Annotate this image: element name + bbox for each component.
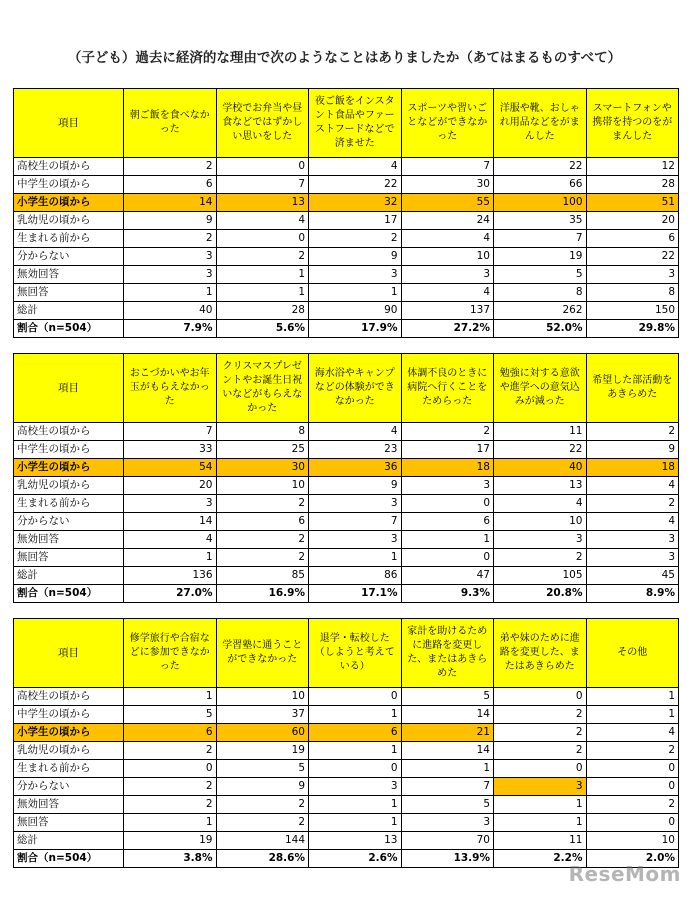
table-cell: 6 <box>309 724 402 742</box>
row-label: 総計 <box>14 302 124 320</box>
header-row <box>14 354 679 423</box>
table-cell: 0 <box>586 778 679 796</box>
row-label: 分からない <box>14 513 124 531</box>
table-cell: 5 <box>401 796 494 814</box>
row-label: 割合（n=504） <box>14 585 124 603</box>
row-label: 中学生の頃から <box>14 176 124 194</box>
column-header: 退学・転校した（しようと考えている） <box>309 619 402 688</box>
table-cell: 3 <box>309 778 402 796</box>
row-label: 高校生の頃から <box>14 158 124 176</box>
table-cell: 3 <box>401 814 494 832</box>
table-cell: 19 <box>124 832 217 850</box>
table-cell: 7 <box>216 176 309 194</box>
row-label: 総計 <box>14 832 124 850</box>
table-cell: 2 <box>586 796 679 814</box>
table-cell: 3 <box>586 549 679 567</box>
table-cell: 40 <box>124 302 217 320</box>
table-cell: 37 <box>216 706 309 724</box>
table-row <box>14 513 679 531</box>
column-header: スポーツや習いごとなどができなかった <box>401 89 494 158</box>
table-row <box>14 531 679 549</box>
table-cell: 1 <box>309 706 402 724</box>
table-cell: 3 <box>309 495 402 513</box>
table-cell: 4 <box>401 284 494 302</box>
table-cell: 20 <box>586 212 679 230</box>
table-cell: 17 <box>401 441 494 459</box>
table-cell: 3 <box>124 266 217 284</box>
table-cell: 20.8% <box>494 585 587 603</box>
table-cell: 7 <box>124 423 217 441</box>
table-cell: 14 <box>401 706 494 724</box>
table-cell: 0 <box>401 549 494 567</box>
table-cell: 1 <box>124 814 217 832</box>
table-cell: 12 <box>586 158 679 176</box>
table-cell: 0 <box>124 760 217 778</box>
row-label: 無回答 <box>14 549 124 567</box>
table-cell: 66 <box>494 176 587 194</box>
table-cell: 105 <box>494 567 587 585</box>
table-cell: 8 <box>216 423 309 441</box>
table-cell: 55 <box>401 194 494 212</box>
table-cell: 1 <box>216 266 309 284</box>
table-cell: 60 <box>216 724 309 742</box>
table-cell: 0 <box>401 495 494 513</box>
column-header: 学習塾に通うことができなかった <box>216 619 309 688</box>
table-cell: 32 <box>309 194 402 212</box>
table-cell: 29.8% <box>586 320 679 338</box>
row-label: 生まれる前から <box>14 230 124 248</box>
column-header: 希望した部活動をあきらめた <box>586 354 679 423</box>
table-cell: 51 <box>586 194 679 212</box>
table-row <box>14 742 679 760</box>
table-cell: 2 <box>586 742 679 760</box>
table-cell: 10 <box>216 688 309 706</box>
table-row <box>14 194 679 212</box>
table-cell: 144 <box>216 832 309 850</box>
row-label: 高校生の頃から <box>14 688 124 706</box>
table-cell: 6 <box>124 176 217 194</box>
table-cell: 3 <box>309 531 402 549</box>
table-cell: 17.9% <box>309 320 402 338</box>
table-cell: 2 <box>586 495 679 513</box>
table-cell: 3 <box>124 495 217 513</box>
row-label: 高校生の頃から <box>14 423 124 441</box>
table-cell: 0 <box>216 230 309 248</box>
table-cell: 3 <box>309 266 402 284</box>
table-row <box>14 266 679 284</box>
column-header: その他 <box>586 619 679 688</box>
column-header: 家計を助けるために進路を変更した、またはあきらめた <box>401 619 494 688</box>
table-cell: 30 <box>216 459 309 477</box>
row-label: 小学生の頃から <box>14 194 124 212</box>
column-header: 修学旅行や合宿などに参加できなかった <box>124 619 217 688</box>
row-label: 無回答 <box>14 814 124 832</box>
table-cell: 262 <box>494 302 587 320</box>
table-cell: 2 <box>494 706 587 724</box>
table-cell: 2.2% <box>494 850 587 868</box>
row-label: 無効回答 <box>14 531 124 549</box>
table-row <box>14 302 679 320</box>
header-row <box>14 619 679 688</box>
table-cell: 33 <box>124 441 217 459</box>
table-cell: 45 <box>586 567 679 585</box>
table-cell: 13.9% <box>401 850 494 868</box>
table-block-1 <box>13 88 679 338</box>
table-cell: 4 <box>124 531 217 549</box>
table-cell: 21 <box>401 724 494 742</box>
table-cell: 1 <box>401 531 494 549</box>
row-label: 分からない <box>14 778 124 796</box>
table-cell: 1 <box>494 796 587 814</box>
table-cell: 2 <box>216 248 309 266</box>
table-cell: 23 <box>309 441 402 459</box>
table-cell: 0 <box>586 814 679 832</box>
table-cell: 3 <box>494 531 587 549</box>
table-cell: 90 <box>309 302 402 320</box>
table-cell: 1 <box>309 742 402 760</box>
table-cell: 85 <box>216 567 309 585</box>
table-cell: 18 <box>586 459 679 477</box>
row-label: 中学生の頃から <box>14 706 124 724</box>
table-cell: 22 <box>586 248 679 266</box>
table-cell: 10 <box>216 477 309 495</box>
table-cell: 14 <box>401 742 494 760</box>
table-cell: 2 <box>124 742 217 760</box>
table-cell: 13 <box>309 832 402 850</box>
table-row <box>14 549 679 567</box>
table-cell: 14 <box>124 194 217 212</box>
table-cell: 4 <box>216 212 309 230</box>
table-row <box>14 176 679 194</box>
table-cell: 8 <box>586 284 679 302</box>
row-label: 無回答 <box>14 284 124 302</box>
table-cell: 6 <box>401 513 494 531</box>
table-cell: 3 <box>401 266 494 284</box>
table-row <box>14 423 679 441</box>
table-cell: 2 <box>124 230 217 248</box>
table-cell: 2 <box>216 495 309 513</box>
table-row <box>14 212 679 230</box>
table-cell: 5 <box>494 266 587 284</box>
column-header: 朝ご飯を食べなかった <box>124 89 217 158</box>
row-label: 分からない <box>14 248 124 266</box>
table-cell: 5.6% <box>216 320 309 338</box>
table-cell: 9 <box>586 441 679 459</box>
table-cell: 9 <box>216 778 309 796</box>
table-cell: 54 <box>124 459 217 477</box>
table-cell: 5 <box>124 706 217 724</box>
column-header: 海水浴やキャンプなどの体験ができなかった <box>309 354 402 423</box>
column-header: クリスマスプレゼントやお誕生日祝いなどがもらえなかった <box>216 354 309 423</box>
table-cell: 8.9% <box>586 585 679 603</box>
table-cell: 1 <box>586 688 679 706</box>
table-cell: 9 <box>309 477 402 495</box>
table-cell: 35 <box>494 212 587 230</box>
table-cell: 40 <box>494 459 587 477</box>
table-cell: 4 <box>586 477 679 495</box>
table-cell: 22 <box>309 176 402 194</box>
table-row <box>14 284 679 302</box>
table-cell: 3 <box>124 248 217 266</box>
table-cell: 10 <box>494 513 587 531</box>
item-header: 項目 <box>14 354 124 423</box>
table-cell: 7 <box>401 158 494 176</box>
table-cell: 27.2% <box>401 320 494 338</box>
table-row <box>14 230 679 248</box>
table-cell: 19 <box>494 248 587 266</box>
table-cell: 2 <box>216 531 309 549</box>
table-row <box>14 760 679 778</box>
item-header: 項目 <box>14 619 124 688</box>
table-cell: 14 <box>124 513 217 531</box>
table-cell: 2 <box>216 814 309 832</box>
table-cell: 11 <box>494 423 587 441</box>
table-cell: 7.9% <box>124 320 217 338</box>
table-row <box>14 320 679 338</box>
table-cell: 13 <box>494 477 587 495</box>
table-row <box>14 158 679 176</box>
column-header: 学校でお弁当や昼食などではずかしい思いをした <box>216 89 309 158</box>
table-cell: 13 <box>216 194 309 212</box>
table-cell: 1 <box>124 284 217 302</box>
table-cell: 1 <box>494 814 587 832</box>
column-header: 夜ご飯をインスタント食品やファーストフードなどで済ませた <box>309 89 402 158</box>
table-cell: 7 <box>309 513 402 531</box>
table-cell: 3 <box>586 531 679 549</box>
table-cell: 22 <box>494 441 587 459</box>
table-cell: 0 <box>586 760 679 778</box>
table-cell: 11 <box>494 832 587 850</box>
table-cell: 20 <box>124 477 217 495</box>
row-label: 割合（n=504） <box>14 320 124 338</box>
row-label: 生まれる前から <box>14 495 124 513</box>
table-row <box>14 706 679 724</box>
table-cell: 47 <box>401 567 494 585</box>
table-row <box>14 567 679 585</box>
table-cell: 7 <box>401 778 494 796</box>
table-cell: 2 <box>309 230 402 248</box>
table-cell: 70 <box>401 832 494 850</box>
table-cell: 137 <box>401 302 494 320</box>
table-cell: 36 <box>309 459 402 477</box>
row-label: 無効回答 <box>14 796 124 814</box>
table-block-3 <box>13 618 679 868</box>
table-cell: 3.8% <box>124 850 217 868</box>
table-cell: 3 <box>586 266 679 284</box>
table-cell: 6 <box>216 513 309 531</box>
table-cell: 4 <box>401 230 494 248</box>
table-cell: 10 <box>401 248 494 266</box>
table-cell: 0 <box>309 688 402 706</box>
table-cell: 6 <box>586 230 679 248</box>
table-cell: 0 <box>216 158 309 176</box>
table-row <box>14 441 679 459</box>
table-cell: 2 <box>586 423 679 441</box>
table-row <box>14 459 679 477</box>
table-cell: 150 <box>586 302 679 320</box>
row-label: 割合（n=504） <box>14 850 124 868</box>
table-cell: 1 <box>309 814 402 832</box>
row-label: 乳幼児の頃から <box>14 742 124 760</box>
table-cell: 2 <box>124 778 217 796</box>
table-cell: 100 <box>494 194 587 212</box>
table-cell: 52.0% <box>494 320 587 338</box>
table-cell: 4 <box>309 158 402 176</box>
table-cell: 24 <box>401 212 494 230</box>
table-cell: 9 <box>309 248 402 266</box>
column-header: スマートフォンや携帯を持つのをがまんした <box>586 89 679 158</box>
table-cell: 18 <box>401 459 494 477</box>
table-cell: 3 <box>401 477 494 495</box>
table-cell: 28.6% <box>216 850 309 868</box>
table-row <box>14 778 679 796</box>
table-cell: 136 <box>124 567 217 585</box>
table-cell: 28 <box>586 176 679 194</box>
table-row <box>14 477 679 495</box>
table-cell: 17 <box>309 212 402 230</box>
table-cell: 16.9% <box>216 585 309 603</box>
table-row <box>14 585 679 603</box>
table-cell: 28 <box>216 302 309 320</box>
table-row <box>14 688 679 706</box>
table-cell: 19 <box>216 742 309 760</box>
table-row <box>14 724 679 742</box>
table-cell: 27.0% <box>124 585 217 603</box>
table-cell: 6 <box>124 724 217 742</box>
table-cell: 2.0% <box>586 850 679 868</box>
table-cell: 2 <box>494 549 587 567</box>
row-label: 小学生の頃から <box>14 459 124 477</box>
table-cell: 22 <box>494 158 587 176</box>
table-cell: 1 <box>124 549 217 567</box>
table-cell: 9.3% <box>401 585 494 603</box>
table-row <box>14 832 679 850</box>
table-cell: 3 <box>494 778 587 796</box>
table-cell: 2 <box>494 742 587 760</box>
watermark-logo: ReseMom <box>568 862 681 886</box>
table-cell: 10 <box>586 832 679 850</box>
column-header: 洋服や靴、おしゃれ用品などをがまんした <box>494 89 587 158</box>
page-title: （子ども）過去に経済的な理由で次のようなことはありましたか（あてはまるものすべて） <box>67 50 622 66</box>
row-label: 総計 <box>14 567 124 585</box>
table-cell: 0 <box>309 760 402 778</box>
table-cell: 17.1% <box>309 585 402 603</box>
table-cell: 5 <box>401 688 494 706</box>
item-header: 項目 <box>14 89 124 158</box>
table-cell: 4 <box>309 423 402 441</box>
table-cell: 86 <box>309 567 402 585</box>
row-label: 乳幼児の頃から <box>14 212 124 230</box>
table-cell: 7 <box>494 230 587 248</box>
table-cell: 2 <box>494 724 587 742</box>
table-row <box>14 248 679 266</box>
table-cell: 2.6% <box>309 850 402 868</box>
table-row <box>14 814 679 832</box>
table-cell: 1 <box>309 549 402 567</box>
table-cell: 4 <box>586 724 679 742</box>
row-label: 中学生の頃から <box>14 441 124 459</box>
table-cell: 2 <box>124 796 217 814</box>
table-cell: 9 <box>124 212 217 230</box>
table-cell: 1 <box>124 688 217 706</box>
table-cell: 2 <box>124 158 217 176</box>
row-label: 生まれる前から <box>14 760 124 778</box>
row-label: 小学生の頃から <box>14 724 124 742</box>
column-header: 勉強に対する意欲や進学への意気込みが減った <box>494 354 587 423</box>
table-cell: 5 <box>216 760 309 778</box>
row-label: 無効回答 <box>14 266 124 284</box>
column-header: 弟や妹のために進路を変更した、またはあきらめた <box>494 619 587 688</box>
table-cell: 25 <box>216 441 309 459</box>
row-label: 乳幼児の頃から <box>14 477 124 495</box>
table-cell: 0 <box>494 760 587 778</box>
table-cell: 4 <box>494 495 587 513</box>
table-cell: 2 <box>216 549 309 567</box>
table-cell: 30 <box>401 176 494 194</box>
table-cell: 1 <box>401 760 494 778</box>
table-row <box>14 796 679 814</box>
header-row <box>14 89 679 158</box>
table-cell: 1 <box>586 706 679 724</box>
table-row <box>14 495 679 513</box>
column-header: 体調不良のときに病院へ行くことをためらった <box>401 354 494 423</box>
table-cell: 1 <box>309 284 402 302</box>
column-header: おこづかいやお年玉がもらえなかった <box>124 354 217 423</box>
table-cell: 1 <box>216 284 309 302</box>
table-cell: 2 <box>401 423 494 441</box>
table-cell: 0 <box>494 688 587 706</box>
table-cell: 8 <box>494 284 587 302</box>
table-cell: 2 <box>216 796 309 814</box>
table-cell: 4 <box>586 513 679 531</box>
table-cell: 1 <box>309 796 402 814</box>
table-block-2 <box>13 353 679 603</box>
